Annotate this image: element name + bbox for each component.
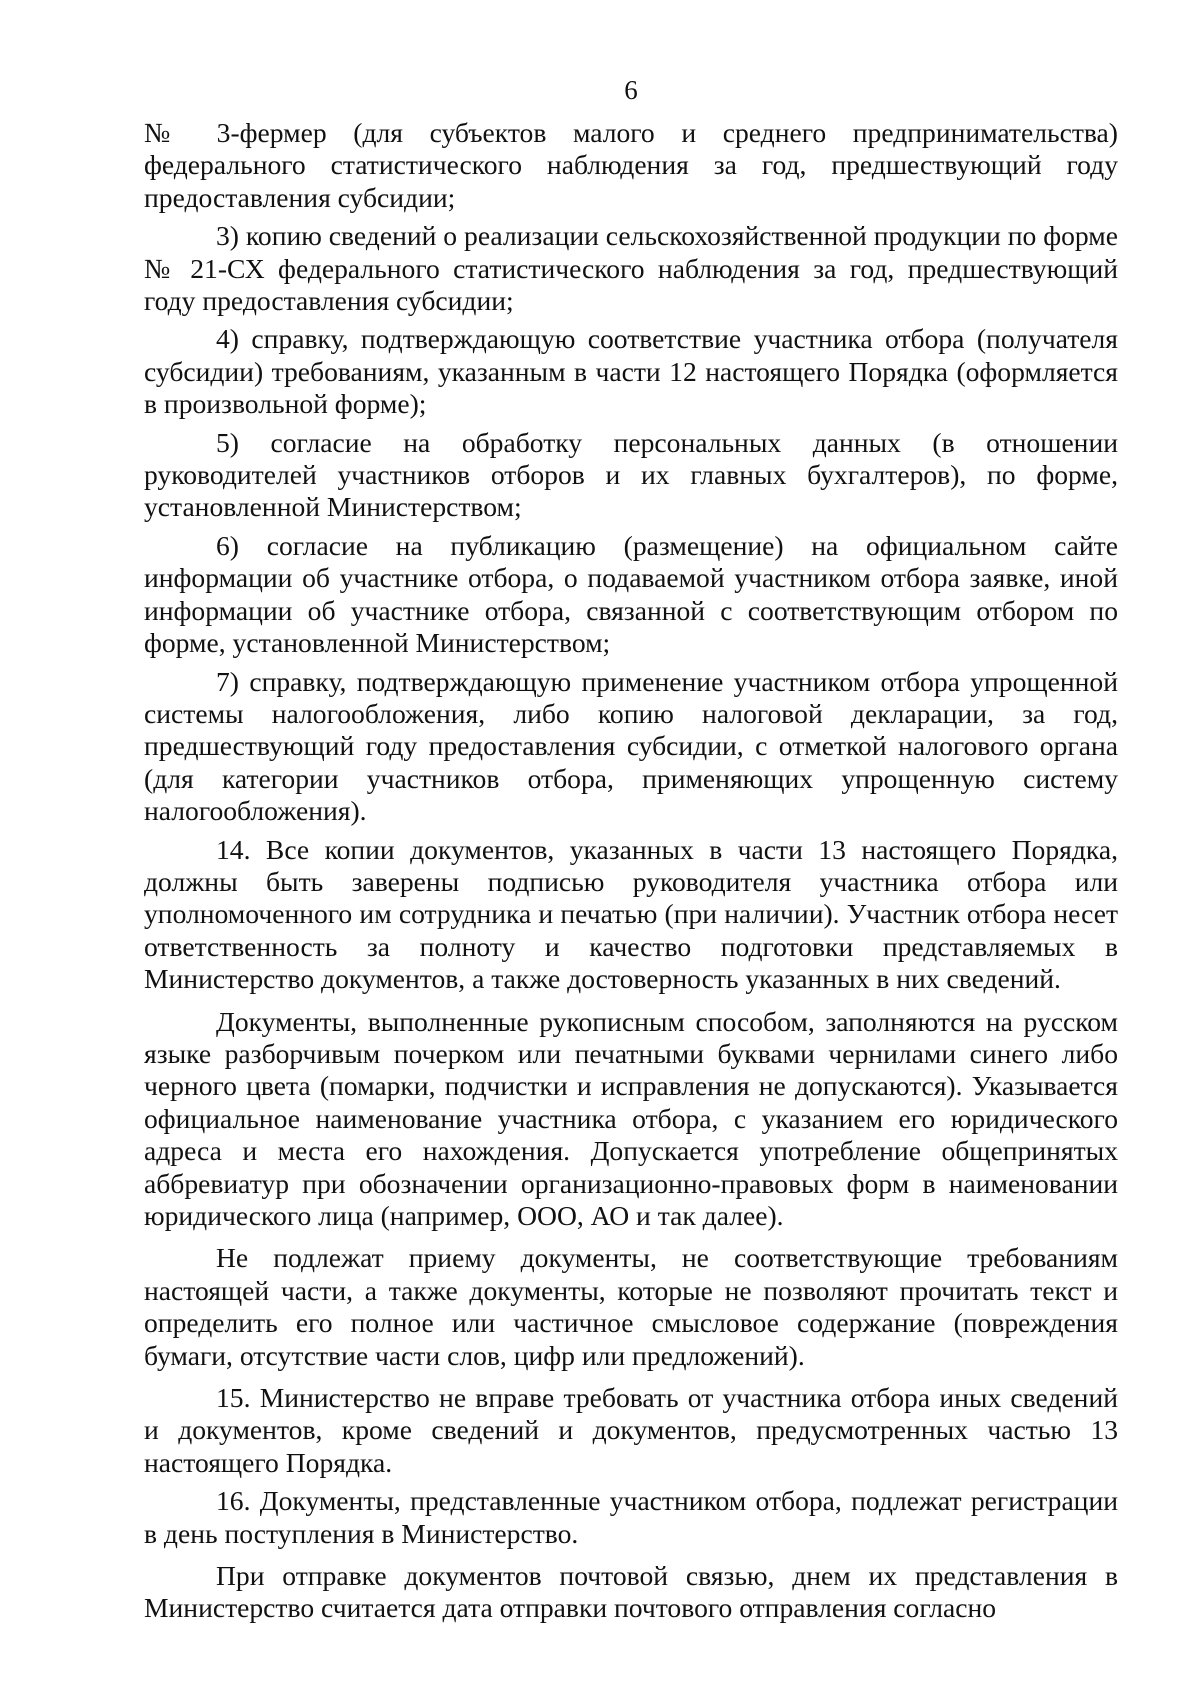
paragraph-item-4: 4) справку, подтверждающую соответствие участника отбора (получателя субсидии) требованиям, указанным в части 12 настоящего Порядка (оформляется в произвольной форме);	[144, 323, 1118, 420]
paragraph-section-15: 15. Министерство не вправе требовать от участника отбора иных сведений и документов, кроме сведений и документов, предусмотренных частью 13 настоящего Порядка.	[144, 1382, 1118, 1478]
paragraph-item-7: 7) справку, подтверждающую применение участником отбора упрощенной системы налогообложения, либо копию налоговой декларации, за год, предшествующий году предоставления субсидии, с отметкой налогового органа (для категории участников отбора, применяющих упрощенную систему налогообложения).	[144, 665, 1118, 827]
document-body	[144, 117, 1118, 1625]
paragraph-postal-submission: При отправке документов почтовой связью, днем их представления в Министерство считается дата отправки почтового отправления согласно	[144, 1560, 1118, 1624]
paragraph-section-14: 14. Все копии документов, указанных в части 13 настоящего Порядка, должны быть заверены подписью руководителя участника отбора или уполномоченного им сотрудника и печатью (при наличии). Участник отбора несет ответственность за полноту и качество подготовки представляемых в Министерство документов, а также достоверность указанных в них сведений.	[144, 833, 1118, 995]
paragraph-item-5: 5) согласие на обработку персональных данных (в отношении руководителей участников отборов и их главных бухгалтеров), по форме, установленной Министерством;	[144, 426, 1118, 523]
paragraph-item-6: 6) согласие на публикацию (размещение) на официальном сайте информации об участнике отбора, о подаваемой участником отбора заявке, иной информации об участнике отбора, связанной с соответствующим отбором по форме, установленной Министерством;	[144, 529, 1118, 659]
page-number: 6	[624, 75, 638, 105]
paragraph-item-3: 3) копию сведений о реализации сельскохозяйственной продукции по форме № 21-СХ федерального статистического наблюдения за год, предшествующий году предоставления субсидии;	[144, 220, 1118, 317]
paragraph-section-16: 16. Документы, представленные участником отбора, подлежат регистрации в день поступления в Министерство.	[144, 1485, 1118, 1549]
paragraph-handwritten-documents: Документы, выполненные рукописным способом, заполняются на русском языке разборчивым почерком или печатными буквами чернилами синего либо черного цвета (помарки, подчистки и исправления не допускаются). Указывается официальное наименование участника отбора, с указанием его юридического адреса и места его нахождения. Допускается употребление общепринятых аббревиатур при обозначении организационно-правовых форм в наименовании юридического лица (например, ООО, АО и так далее).	[144, 1005, 1118, 1231]
paragraph-form-3-farmer-continuation: № 3-фермер (для субъектов малого и среднего предпринимательства) федерального статистического наблюдения за год, предшествующий году предоставления субсидии;	[144, 117, 1118, 213]
paragraph-not-accepted-documents: Не подлежат приему документы, не соответствующие требованиям настоящей части, а также документы, которые не позволяют прочитать текст и определить его полное или частичное смысловое содержание (повреждения бумаги, отсутствие части слов, цифр или предложений).	[144, 1242, 1118, 1371]
